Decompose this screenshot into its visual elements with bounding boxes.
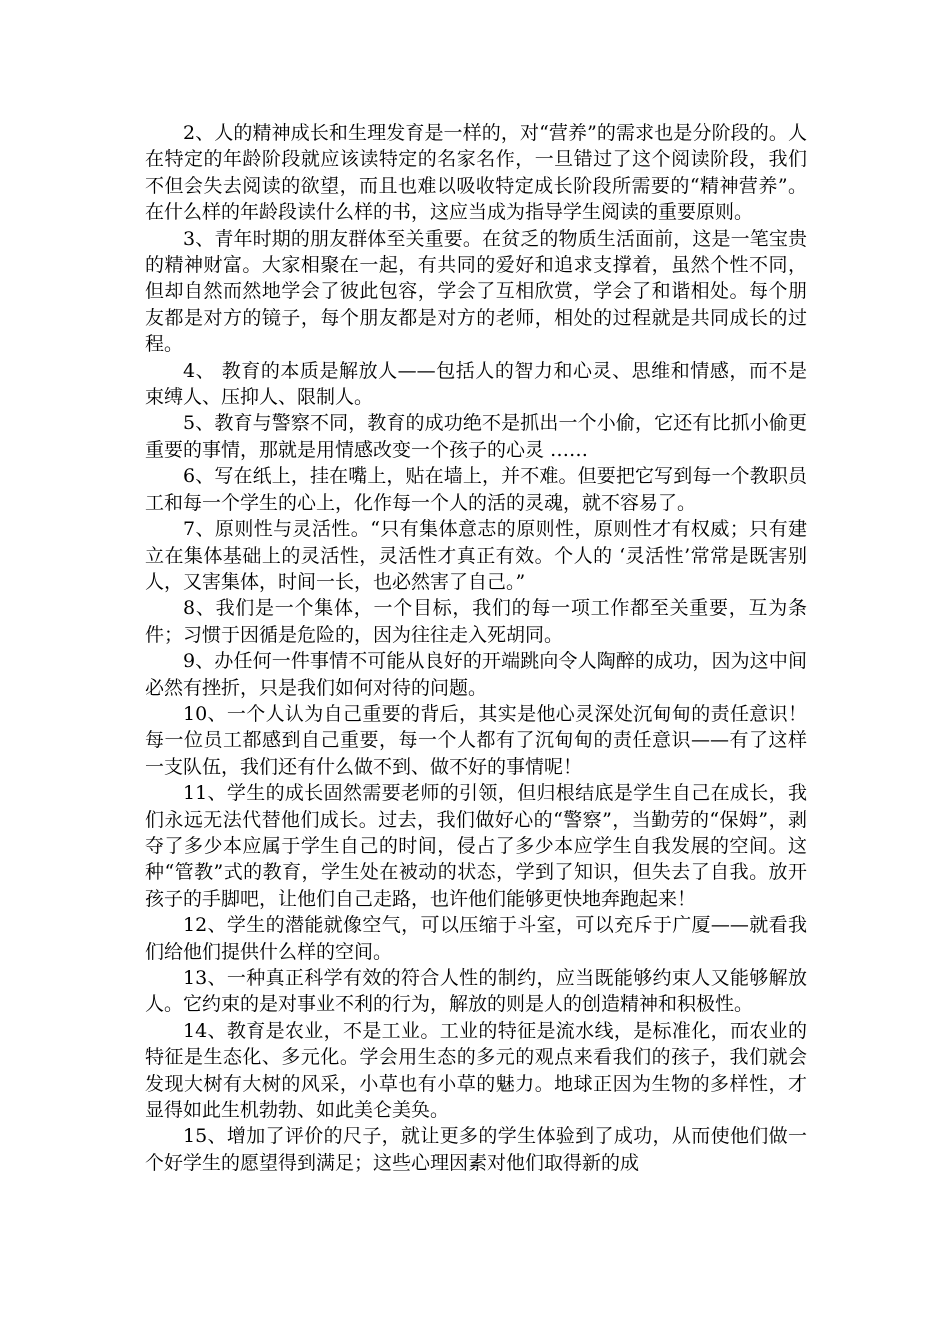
paragraph-11: 11、学生的成长固然需要老师的引领，但归根结底是学生自己在成长，我们永远无法代替他们成长。过去，我们做好心的“警察”，当勤劳的“保姆”，剥夺了多少本应属于学生自己的时间，侵占了多少本应学生自我发展的空间。这种“管教”式的教育，学生处在被动的状态，学到了知识，但失去了自我。放开孩子的手脚吧，让他们自己走路，也许他们能够更快地奔跑起来！ — [145, 782, 807, 910]
paragraph-6: 6、写在纸上，挂在嘴上，贴在墙上，并不难。但要把它写到每一个教职员工和每一个学生的心上，化作每一个人的活的灵魂，就不容易了。 — [145, 465, 807, 514]
paragraph-10: 10、一个人认为自己重要的背后，其实是他心灵深处沉甸甸的责任意识！每一位员工都感到自己重要，每一个人都有了沉甸甸的责任意识——有了这样一支队伍，我们还有什么做不到、做不好的事情呢！ — [145, 702, 807, 778]
paragraph-7: 7、原则性与灵活性。“只有集体意志的原则性，原则性才有权威；只有建立在集体基础上的灵活性，灵活性才真正有效。个人的 ‘灵活性’常常是既害别人，又害集体，时间一长，也必然害了自己。” — [145, 518, 807, 593]
paragraph-14: 14、教育是农业，不是工业。工业的特征是流水线，是标准化，而农业的特征是生态化、多元化。学会用生态的多元的观点来看我们的孩子，我们就会发现大树有大树的风采，小草也有小草的魅力。地球正因为生物的多样性，才显得如此生机勃勃、如此美仑美奂。 — [145, 1019, 807, 1122]
paragraph-12: 12、学生的潜能就像空气，可以压缩于斗室，可以充斥于广厦——就看我们给他们提供什么样的空间。 — [145, 914, 807, 963]
document-page — [145, 120, 807, 1176]
paragraph-15: 15、增加了评价的尺子，就让更多的学生体验到了成功，从而使他们做一个好学生的愿望得到满足；这些心理因素对他们取得新的成 — [145, 1125, 807, 1174]
paragraph-2: 2、人的精神成长和生理发育是一样的，对“营养”的需求也是分阶段的。人在特定的年龄阶段就应该读特定的名家名作，一旦错过了这个阅读阶段，我们不但会失去阅读的欲望，而且也难以吸收特定成长阶段所需要的“精神营养”。在什么样的年龄段读什么样的书，这应当成为指导学生阅读的重要原则。 — [145, 122, 807, 224]
paragraph-3: 3、青年时期的朋友群体至关重要。在贫乏的物质生活面前，这是一笔宝贵的精神财富。大家相聚在一起，有共同的爱好和追求支撑着，虽然个性不同，但却自然而然地学会了彼此包容，学会了互相欣赏，学会了和谐相处。每个朋友都是对方的镜子，每个朋友都是对方的老师，相处的过程就是共同成长的过程。 — [145, 227, 807, 356]
paragraph-5: 5、教育与警察不同，教育的成功绝不是抓出一个小偷，它还有比抓小偷更重要的事情，那就是用情感改变一个孩子的心灵 …… — [145, 412, 807, 461]
paragraph-8: 8、我们是一个集体，一个目标，我们的每一项工作都至关重要，互为条件；习惯于因循是危险的，因为往往走入死胡同。 — [145, 597, 807, 646]
paragraph-4: 4、 教育的本质是解放人——包括人的智力和心灵、思维和情感，而不是束缚人、压抑人、限制人。 — [145, 359, 807, 409]
paragraph-9: 9、办任何一件事情不可能从良好的开端跳向令人陶醉的成功，因为这中间必然有挫折，只是我们如何对待的问题。 — [145, 650, 807, 699]
paragraph-13: 13、一种真正科学有效的符合人性的制约，应当既能够约束人又能够解放人。它约束的是对事业不利的行为，解放的则是人的创造精神和积极性。 — [145, 967, 807, 1016]
